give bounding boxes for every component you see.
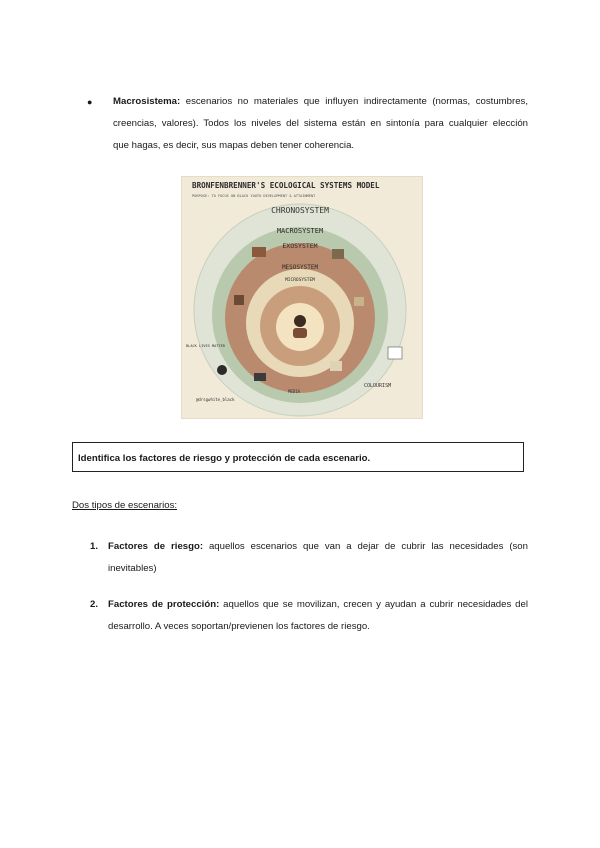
workplace-icon [354,297,364,306]
community-icon [330,361,342,371]
item-term: Factores de protección: [108,599,220,610]
figure-subtitle: PURPOSE: TO FOCUS ON BLACK YOUTH DEVELOPMENT & ATTAINMENT [192,194,316,198]
item-term: Factores de riesgo: [108,541,204,552]
section-heading: Dos tipos de escenarios: [72,500,178,511]
instruction-box: Identifica los factores de riesgo y protección de cada escenario. [72,442,524,472]
item-line-1 [108,594,528,616]
mesosystem-label: MESOSYSTEM [281,264,319,271]
macrosistema-paragraph [87,91,528,157]
book-icon [388,347,402,359]
car-icon [254,373,266,381]
figure-credit: @drsgwhite_black [196,397,235,402]
item-line-2: desarrollo. A veces soportan/previenen los factores de riesgo. [108,621,370,632]
macro-line-1-text: escenarios no materiales que influyen indirectamente (normas, costumbres, [180,96,528,107]
child-body-icon [293,328,307,338]
house-icon [252,247,266,257]
item-line-1-text: aquellos escenarios que van a dejar de cubrir las necesidades (son [203,541,528,552]
school-icon [332,249,344,259]
list-number: 2. [90,599,99,610]
right-side-label: COLOURISM [364,383,392,389]
figure-title: BRONFENBRENNER'S ECOLOGICAL SYSTEMS MODEL [192,181,380,190]
bullet-icon: ● [87,97,93,107]
macro-line-1 [113,91,528,113]
bottom-side-label: MEDIA [287,389,301,394]
ecological-diagram-svg [182,177,422,418]
item-line-2: inevitables) [108,563,157,574]
macro-term: Macrosistema: [113,96,181,107]
microsystem-label: MICROSYSTEM [285,278,315,283]
list-number: 1. [90,541,99,552]
item-line-1 [108,536,528,558]
macrosystem-label: MACROSYSTEM [276,227,324,235]
left-side-label: BLACK LIVES MATTER [186,344,225,348]
item-line-1-text: aquellos que se movilizan, crecen y ayudan a cubrir necesidades del [219,599,528,610]
macro-line-3: que hagas, es decir, sus mapas deben tener coherencia. [113,140,355,151]
list-item [90,594,528,638]
fist-icon [217,365,227,375]
church-icon [234,295,244,305]
ecological-systems-illustration [181,176,423,419]
list-item [90,536,528,580]
child-figure-icon [294,315,306,327]
exosystem-label: EXOSYSTEM [282,242,318,250]
macro-line-2: creencias, valores). Todos los niveles del sistema están en sintonía para cualquier elección [113,118,528,129]
chronosystem-label: CHRONOSYSTEM [271,206,329,215]
